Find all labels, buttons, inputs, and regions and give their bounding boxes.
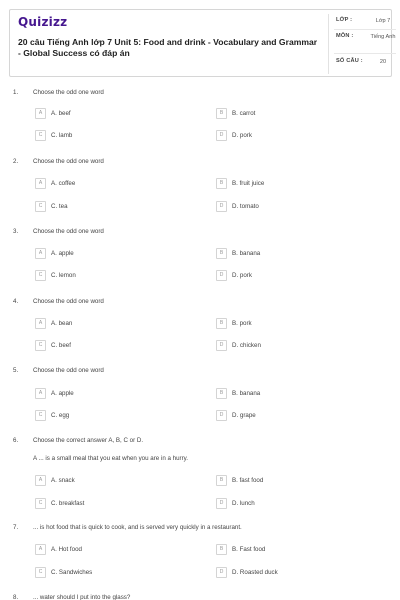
option-text: A. beef — [51, 110, 71, 117]
option-text: C. egg — [51, 412, 70, 419]
option-text: B. banana — [232, 390, 261, 397]
option-text: C. lamb — [51, 132, 73, 139]
question-number: 6. — [13, 437, 19, 444]
option-text: D. pork — [232, 132, 252, 139]
option-text: D. lunch — [232, 500, 255, 507]
option-text: D. chicken — [232, 342, 261, 349]
question-number: 2. — [13, 158, 19, 165]
option-text: B. banana — [232, 250, 261, 257]
option-letter-box: B — [216, 248, 227, 259]
option-letter-box: B — [216, 388, 227, 399]
option-letter-box: C — [35, 410, 46, 421]
option-text: C. beef — [51, 342, 71, 349]
question-text: ... water should I put into the glass? — [33, 594, 131, 600]
question-number: 4. — [13, 298, 19, 305]
option-text: D. pork — [232, 272, 252, 279]
question-prompt: A ... is a small meal that you eat when you are in a hurry. — [33, 455, 188, 462]
subject-label: MÔN : — [336, 33, 354, 39]
question-item — [0, 594, 400, 600]
option-text: C. tea — [51, 203, 68, 210]
option-text: A. apple — [51, 390, 74, 397]
question-text: Choose the odd one word — [33, 298, 104, 305]
option-letter-box: C — [35, 340, 46, 351]
option-letter-box: C — [35, 201, 46, 212]
option-letter-box: A — [35, 544, 46, 555]
option-text: C. Sandwiches — [51, 569, 93, 576]
option-letter-box: C — [35, 498, 46, 509]
option-letter-box: D — [216, 498, 227, 509]
worksheet-title: 20 câu Tiếng Anh lớp 7 Unit 5: Food and drink - Vocabulary and Grammar - Global Success có đáp án — [18, 37, 318, 58]
option-letter-box: D — [216, 410, 227, 421]
option-letter-box: B — [216, 544, 227, 555]
question-count-value: 20 — [379, 59, 387, 65]
option-letter-box: A — [35, 108, 46, 119]
option-text: A. bean — [51, 320, 73, 327]
option-letter-box: C — [35, 270, 46, 281]
question-number: 3. — [13, 228, 19, 235]
option-letter-box: A — [35, 475, 46, 486]
quizizz-logo: Quizizz — [18, 15, 68, 29]
option-letter-box: D — [216, 201, 227, 212]
grade-label: LỚP : — [336, 17, 353, 23]
option-letter-box: B — [216, 318, 227, 329]
option-text: A. Hot food — [51, 546, 82, 553]
option-text: B. Fast food — [232, 546, 266, 553]
question-text: Choose the odd one word — [33, 367, 104, 374]
option-letter-box: B — [216, 178, 227, 189]
option-text: D. grape — [232, 412, 256, 419]
option-text: C. lemon — [51, 272, 76, 279]
header-divider — [328, 14, 329, 74]
option-text: A. coffee — [51, 180, 76, 187]
option-letter-box: C — [35, 567, 46, 578]
option-text: A. apple — [51, 250, 74, 257]
question-text: Choose the odd one word — [33, 158, 104, 165]
option-text: B. carrot — [232, 110, 256, 117]
question-count-label: SỐ CÂU : — [336, 58, 363, 64]
option-text: B. fruit juice — [232, 180, 265, 187]
option-letter-box: C — [35, 130, 46, 141]
subject-value: Tiếng Anh — [370, 34, 396, 40]
option-letter-box: A — [35, 388, 46, 399]
option-text: B. fast food — [232, 477, 264, 484]
option-text: C. breakfast — [51, 500, 85, 507]
option-letter-box: D — [216, 567, 227, 578]
option-letter-box: D — [216, 130, 227, 141]
option-letter-box: A — [35, 248, 46, 259]
grade-value: Lớp 7 — [375, 18, 391, 24]
worksheet-header — [9, 9, 396, 77]
option-text: A. snack — [51, 477, 75, 484]
question-number: 8. — [13, 594, 19, 600]
option-text: B. pork — [232, 320, 252, 327]
question-number: 5. — [13, 367, 19, 374]
question-text: Choose the correct answer A, B, C or D. — [33, 437, 144, 444]
option-letter-box: B — [216, 108, 227, 119]
option-letter-box: D — [216, 270, 227, 281]
meta-separator — [334, 29, 396, 30]
option-text: D. Roasted duck — [232, 569, 278, 576]
question-text: Choose the odd one word — [33, 228, 104, 235]
option-text: D. tomato — [232, 203, 259, 210]
meta-separator — [334, 53, 396, 54]
option-letter-box: D — [216, 340, 227, 351]
option-letter-box: B — [216, 475, 227, 486]
option-letter-box: A — [35, 318, 46, 329]
question-text: Choose the odd one word — [33, 89, 104, 96]
question-number: 1. — [13, 89, 19, 96]
question-number: 7. — [13, 524, 19, 531]
option-letter-box: A — [35, 178, 46, 189]
question-text: ... is hot food that is quick to cook, and is served very quickly in a restaurant. — [33, 524, 242, 531]
